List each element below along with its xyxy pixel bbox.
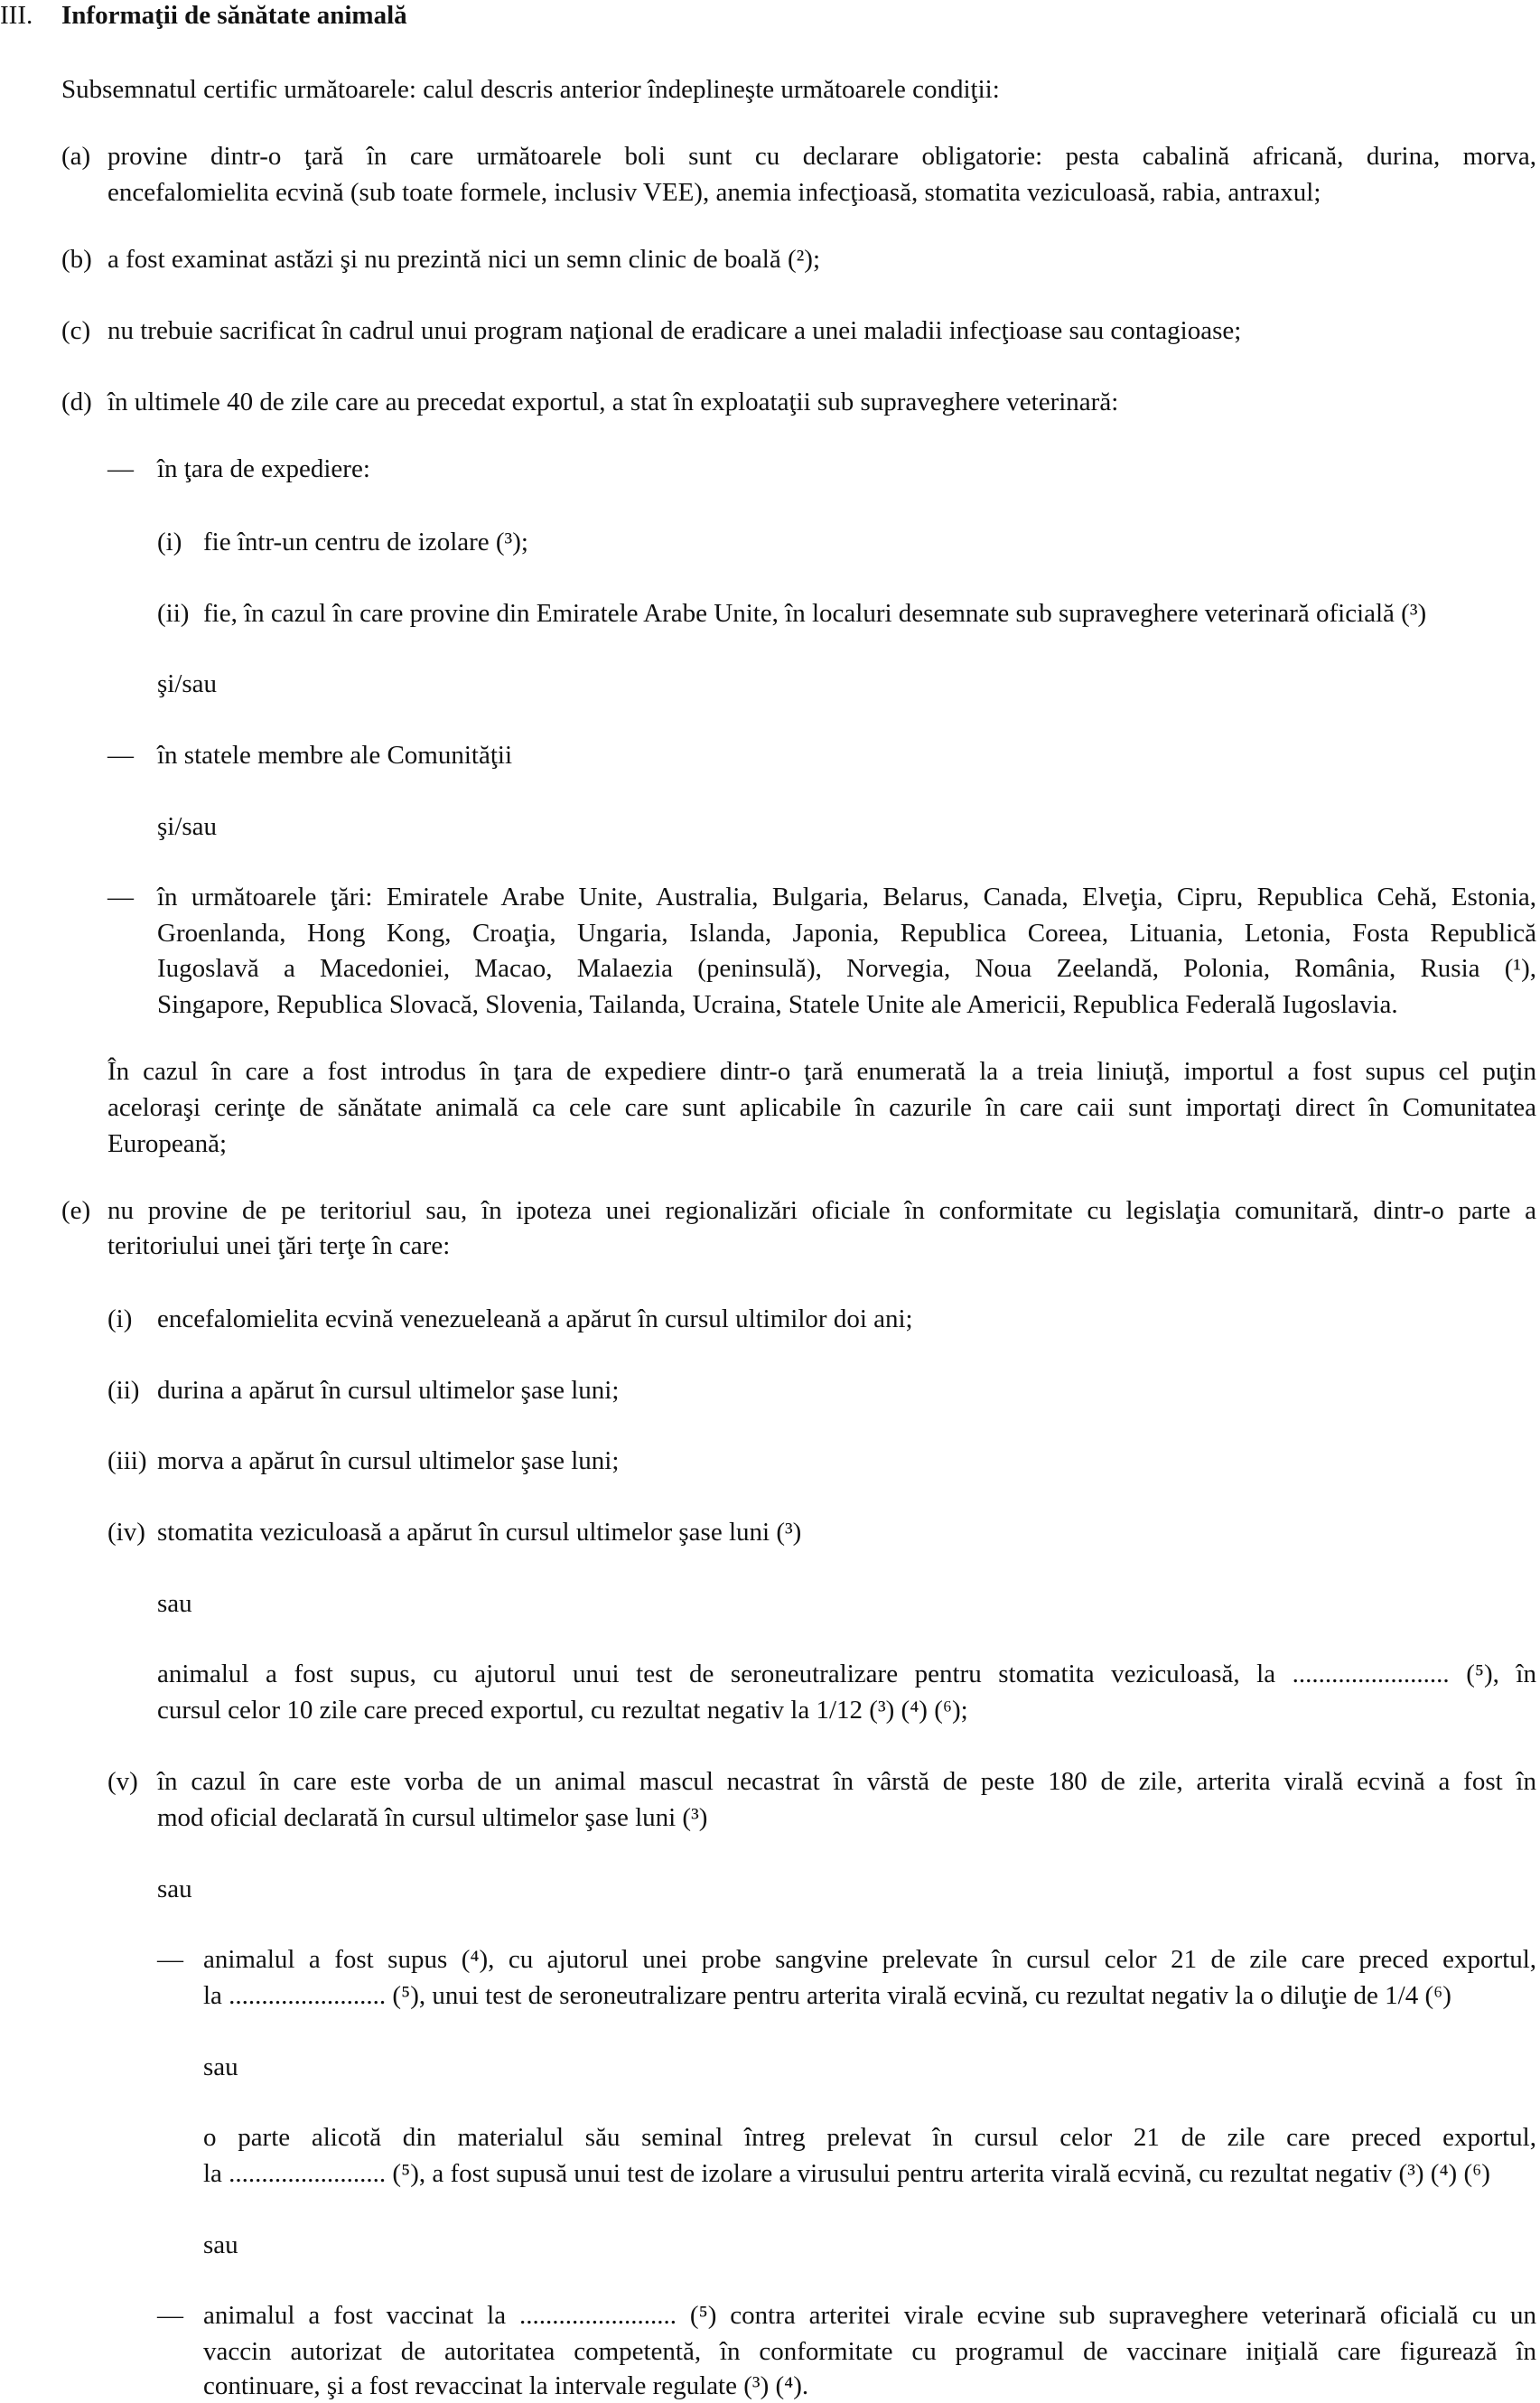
- item-e-v-dash-2-line-3: continuare, şi a fost revaccinat la intervale regulate (³) (⁴).: [203, 2371, 809, 2400]
- item-d-dash-3-line-1: în următoarele ţări: Emiratele Arabe Unite, Australia, Bulgaria, Belarus, Canada, Elveţia, Cipru, Republica Cehă, Estonia,: [157, 883, 1536, 912]
- section-number: III.: [0, 1, 33, 30]
- item-e-v-alt-line-1: o parte alicotă din materialul său seminal întreg prelevat în cursul celor 21 de zile care preced exportul,: [203, 2123, 1536, 2152]
- item-e-text-line-1: nu provine de pe teritoriul sau, în ipoteza unei regionalizări oficiale în conformitate cu legislaţia comunitară, dintr-o parte a: [107, 1196, 1536, 1225]
- item-e-v-dash-1-line-2: la ........................ (⁵), unui test de seroneutralizare pentru arterita virală ecvină, cu rezultat negativ la o diluţie de 1/4 (⁶): [203, 1981, 1451, 2010]
- item-d-dash-3-line-2: Groenlanda, Hong Kong, Croaţia, Ungaria, Islanda, Japonia, Republica Coreea, Lituania, Letonia, Fosta Republică: [157, 919, 1536, 948]
- item-d-note-line-1: În cazul în care a fost introdus în ţara de expediere dintr-o ţară enumerată la a treia liniuţă, importul a fost supus cel puţin: [107, 1057, 1536, 1086]
- item-a-text-line-1: provine dintr-o ţară în care următoarele boli sunt cu declarare obligatorie: pesta cabalină africană, durina, morva,: [107, 142, 1536, 171]
- item-e-v-line-1: în cazul în care este vorba de un animal mascul necastrat în vârstă de peste 180 de zile, arterita virală ecvină a fost în: [157, 1767, 1536, 1796]
- item-b-label: (b): [61, 245, 92, 274]
- item-a-label: (a): [61, 142, 91, 171]
- item-d-text: în ultimele 40 de zile care au precedat exportul, a stat în exploataţii sub supraveghere veterinară:: [107, 388, 1119, 416]
- item-e-label: (e): [61, 1196, 91, 1225]
- item-c-text: nu trebuie sacrificat în cadrul unui program naţional de eradicare a unei maladii infecţioase sau contagioase;: [107, 316, 1242, 345]
- item-d-and-or-1: şi/sau: [157, 669, 218, 698]
- item-e-v-dash-2-line-1: animalul a fost vaccinat la ........................ (⁵) contra arteritei virale ecvine sub supraveghere veterinară oficială cu un: [203, 2301, 1536, 2330]
- intro-paragraph: Subsemnatul certific următoarele: calul descris anterior îndeplineşte următoarele condiţii:: [61, 75, 1000, 104]
- item-e-iii-label: (iii): [107, 1446, 147, 1475]
- item-c-label: (c): [61, 316, 91, 345]
- item-e-v-alt-or: sau: [203, 2230, 238, 2259]
- item-d-dash-3-line-4: Singapore, Republica Slovacă, Slovenia, Tailanda, Ucraina, Statele Unite ale Americii, Republica Federală Iugoslavia.: [157, 990, 1398, 1019]
- item-a-text-line-2: encefalomielita ecvină (sub toate formele, inclusiv VEE), anemia infecţioasă, stomatita veziculoasă, rabia, antraxul;: [107, 178, 1321, 207]
- item-b-text: a fost examinat astăzi şi nu prezintă nici un semn clinic de boală (²);: [107, 245, 821, 274]
- item-e-i-text: encefalomielita ecvină venezueleană a apărut în cursul ultimilor doi ani;: [157, 1304, 913, 1333]
- item-e-v-dash-1-line-1: animalul a fost supus (⁴), cu ajutorul unei probe sangvine prelevate în cursul celor 21 de zile care preced exportul,: [203, 1945, 1536, 1974]
- item-d-note-line-2: aceloraşi cerinţe de sănătate animală ca cele care sunt aplicabile în cazurile în care caii sunt importaţi direct în Comunitatea: [107, 1093, 1536, 1122]
- item-d-i-label: (i): [157, 528, 182, 556]
- dash-mark: —: [107, 454, 134, 483]
- item-e-ii-text: durina a apărut în cursul ultimelor şase luni;: [157, 1376, 620, 1405]
- dash-mark: —: [157, 2301, 183, 2330]
- item-d-dash-3-line-3: Iugoslavă a Macedoniei, Macao, Malaezia (peninsulă), Norvegia, Noua Zeelandă, Polonia, România, Rusia (¹),: [157, 954, 1536, 983]
- item-d-label: (d): [61, 388, 92, 416]
- item-d-i-text: fie într-un centru de izolare (³);: [203, 528, 528, 556]
- item-e-v-or: sau: [157, 1875, 192, 1903]
- item-d-ii-label: (ii): [157, 599, 190, 628]
- item-d-dash-1: în ţara de expediere:: [157, 454, 370, 483]
- item-e-iii-text: morva a apărut în cursul ultimelor şase luni;: [157, 1446, 620, 1475]
- item-e-v-dash-1-or: sau: [203, 2052, 238, 2081]
- dash-mark: —: [157, 1945, 183, 1974]
- item-e-iv-alt-line-1: animalul a fost supus, cu ajutorul unui test de seroneutralizare pentru stomatita veziculoasă, la ........................ (⁵), în: [157, 1660, 1536, 1688]
- item-e-iv-label: (iv): [107, 1518, 145, 1547]
- item-d-and-or-2: şi/sau: [157, 812, 218, 841]
- dash-mark: —: [107, 883, 134, 912]
- item-e-v-alt-line-2: la ........................ (⁵), a fost supusă unui test de izolare a virusului pentru arterita virală ecvină, cu rezultat negativ (³) (⁴) (⁶): [203, 2159, 1490, 2188]
- item-d-note-line-3: Europeană;: [107, 1129, 228, 1158]
- item-e-iv-text: stomatita veziculoasă a apărut în cursul ultimelor şase luni (³): [157, 1518, 802, 1547]
- item-e-iv-or: sau: [157, 1589, 192, 1618]
- item-d-dash-2: în statele membre ale Comunităţii: [157, 741, 513, 770]
- item-e-iv-alt-line-2: cursul celor 10 zile care preced exportul, cu rezultat negativ la 1/12 (³) (⁴) (⁶);: [157, 1696, 968, 1725]
- item-e-ii-label: (ii): [107, 1376, 140, 1405]
- item-e-text-line-2: teritoriului unei ţări terţe în care:: [107, 1231, 451, 1260]
- item-d-ii-text: fie, în cazul în care provine din Emiratele Arabe Unite, în localuri desemnate sub supraveghere veterinară oficială (³): [203, 599, 1427, 628]
- item-e-v-label: (v): [107, 1767, 138, 1796]
- item-e-v-line-2: mod oficial declarată în cursul ultimelor şase luni (³): [157, 1803, 708, 1832]
- item-e-v-dash-2-line-2: vaccin autorizat de autoritatea competentă, în conformitate cu programul de vaccinare iniţială care figurează în: [203, 2337, 1536, 2366]
- dash-mark: —: [107, 741, 134, 770]
- section-title: Informaţii de sănătate animală: [61, 1, 407, 30]
- item-e-i-label: (i): [107, 1304, 133, 1333]
